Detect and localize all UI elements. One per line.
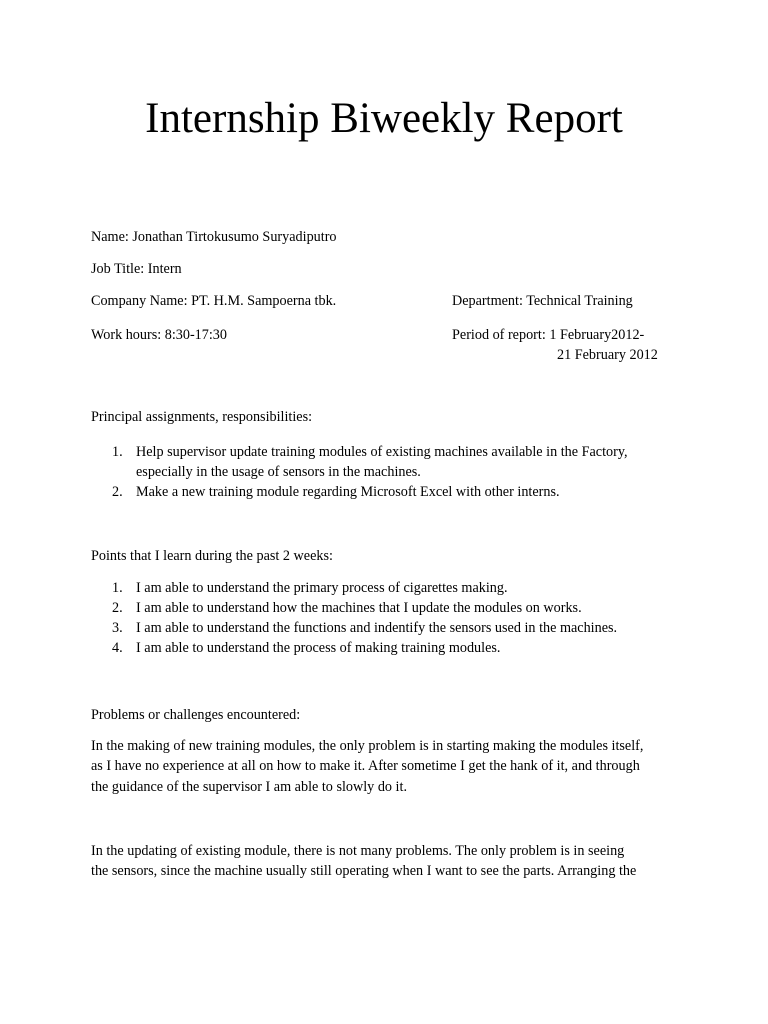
department-line: Department: Technical Training	[452, 293, 633, 309]
list-item	[91, 442, 696, 482]
list-item-text: I am able to understand the functions and indentify the sensors used in the machines.	[136, 620, 618, 636]
list-number: 1.	[112, 580, 123, 596]
assignments-list	[91, 442, 696, 502]
assignments-heading: Principal assignments, responsibilities:	[91, 409, 313, 425]
paragraph-line: In the making of new training modules, the only problem is in starting making the modules itself,	[91, 738, 644, 754]
paragraph-line: the sensors, since the machine usually still operating when I want to see the parts. Arranging the	[91, 863, 637, 880]
paragraph-line: the guidance of the supervisor I am able to slowly do it.	[91, 778, 407, 795]
list-number: 1.	[112, 444, 123, 460]
list-number: 2.	[112, 600, 123, 616]
list-number: 3.	[112, 620, 123, 636]
list-item	[91, 578, 696, 598]
period-line-2: 21 February 2012	[557, 347, 658, 363]
list-item	[91, 598, 696, 618]
paragraph-line: as I have no experience at all on how to make it. After sometime I get the hank of it, and through	[91, 758, 640, 775]
work-hours-line: Work hours: 8:30-17:30	[91, 327, 227, 343]
list-item-text: I am able to understand how the machines that I update the modules on works.	[136, 600, 582, 616]
problems-paragraph-2	[91, 841, 681, 882]
list-item-text: I am able to understand the primary process of cigarettes making.	[136, 580, 508, 596]
job-title-line: Job Title: Intern	[91, 261, 182, 277]
report-title: Internship Biweekly Report	[145, 95, 623, 142]
list-item-text: I am able to understand the process of making training modules.	[136, 640, 501, 656]
list-number: 2.	[112, 484, 123, 500]
problems-paragraph-1	[91, 736, 681, 797]
list-item	[91, 618, 696, 638]
period-line-1: Period of report: 1 February2012-	[452, 327, 645, 343]
learned-list	[91, 578, 696, 658]
company-line: Company Name: PT. H.M. Sampoerna tbk.	[91, 293, 337, 309]
problems-heading: Problems or challenges encountered:	[91, 707, 301, 723]
list-item-text: Make a new training module regarding Microsoft Excel with other interns.	[136, 484, 560, 500]
name-line: Name: Jonathan Tirtokusumo Suryadiputro	[91, 229, 337, 245]
paragraph-line: In the updating of existing module, there is not many problems. The only problem is in seeing	[91, 843, 625, 859]
list-item	[91, 482, 696, 502]
list-number: 4.	[112, 640, 123, 656]
list-item	[91, 638, 696, 658]
list-item-text-line: especially in the usage of sensors in the machines.	[136, 464, 421, 480]
learned-heading: Points that I learn during the past 2 weeks:	[91, 548, 333, 564]
list-item-text-line: Help supervisor update training modules of existing machines available in the Factory,	[136, 444, 628, 460]
